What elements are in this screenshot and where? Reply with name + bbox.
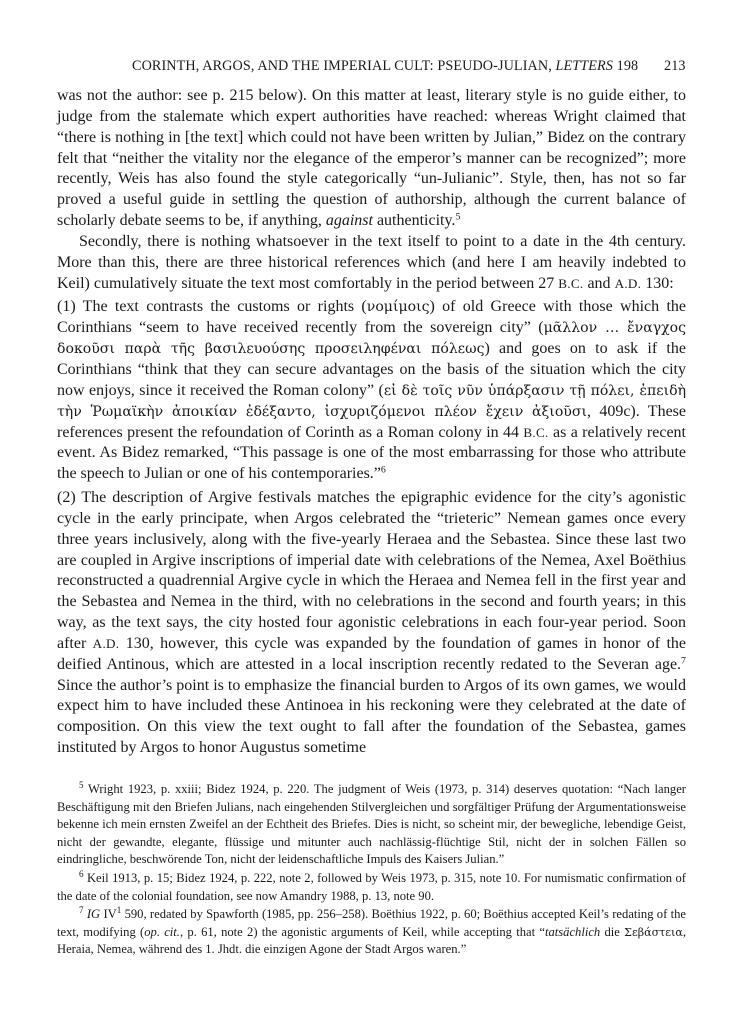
list-item-1: (1) The text contrasts the customs or rights (νομίμοις) of old Greece with those which the Corinthians “seem to have received recently from the sovereign city” (μᾶλλον … ἔναγχος δοκοῦσι παρὰ τῆς βασιλευούσης προσειληφέναι πόλεως) and goes on to ask if the Corinthians “think that they can secure advantages on the basis of the situation which the city now enjoys, since it received the Roman colony” (εἰ δὲ τοῖς νῦν ὑπάρξασιν τῇ πόλει, ἐπειδὴ τὴν Ῥωμαϊκὴν ἀποικίαν ἐδέξαντο, ἰσχυριζόμενοι πλέον ἔχειν ἀξιοῦσι, 409c). These references present the refoundation of Corinth as a Roman colony in 44 B.C. as a relatively recent event. As Bidez remarked, “This passage is one of the most embarrassing for those who attribute the speech to Julian or one of his contemporaries.”$^6$ — [57, 298, 687, 483]
paragraph-authorship: was not the author: see p. 215 below). On this matter at least, literary style is no guide either, to judge from the stalemate which expert authorities have reached: whereas Wright claimed that “there is nothing in [the text] which could not have been written by Julian,” Bidez on the contrary felt that “neither the vitality nor the elegance of the emperor’s manner can be recognized”; more recently, Weis has also found the style categorically “un-Julianic”. Style, then, has not so far proved a useful guide in settling the question of authorship, although the current balance of scholarly debate seems to be, if anything, against authenticity.$^5$ — [57, 87, 686, 230]
footnote-6: $^6$ Keil 1913, p. 15; Bidez 1924, p. 222, note 2, followed by Weis 1973, p. 315, note 10. For numismatic confirmation of the date of the colonial foundation, see now Amandry 1988, p. 13, note 90. — [57, 868, 686, 903]
paragraph-dating: Secondly, there is nothing whatsoever in the text itself to point to a date in the 4th century. More than this, there are three historical references which (and here I am heavily indebted to Keil) cumulatively situate the text most comfortably in the period between 27 B.C. and A.D. 130: — [57, 232, 686, 292]
footnote-7: $^7$ IG $IV^1$ 590, redated by Spawforth (1985, pp. 256–258). Boëthius 1922, p. 60; Boëthius accepted Keil’s redating of the text, modifying (op. cit., p. 61, note 2) the agonistic arguments of Keil, while accepting that “tatsächlich die Σεβάστεια, Heraia, Nemea, während des 1. Jhdt. die einzigen Agone der Stadt Argos waren.” — [57, 905, 686, 957]
footnote-mark: 7 — [79, 905, 84, 916]
page-number: 213 — [664, 58, 686, 74]
footnote-mark: 6 — [79, 868, 84, 879]
footnote-ref-7[interactable]: 7 — [681, 655, 686, 667]
main-text — [57, 86, 686, 759]
footnote-ref-6[interactable]: 6 — [380, 464, 386, 476]
footnote-ref-5[interactable]: 5 — [455, 211, 461, 223]
running-header — [0, 58, 740, 78]
greek-quote: εἰ δὲ τοῖς νῦν ὑπάρξασιν τῇ πόλει, ἐπειδὴ τὴν Ῥωμαϊκὴν ἀποικίαν ἐδέξαντο, ἰσχυριζόμενοι πλέον ἔχειν ἀξιοῦσι — [57, 382, 686, 420]
list-item-2: (2) The description of Argive festivals matches the epigraphic evidence for the city’s agonistic cycle in the early principate, when Argos celebrated the “trieteric” Nemean games once every three years inclusively, along with the five-yearly Heraea and the Sebastea. Since these last two are coupled in Argive inscriptions of imperial date with celebrations of the Nemea, Axel Boëthius reconstructed a quadrennial Argive cycle in which the Heraea and Nemea fell in the first year and the Sebastea and Nemea in the third, with no celebrations in the second and fourth years; in this way, as the text says, the city hosted four agonistic celebrations in each four-year period. Soon after A.D. 130, however, this cycle was expanded by the foundation of games in honor of the deified Antinous, which are attested in a local inscription recently redated to the Severan age.$^7$ Since the author’s point is to emphasize the financial burden to Argos of its own games, we would expect him to have included these Antinoea in his reckoning were they celebrated at the date of composition. On this view the text ought to fall after the foundation of the Sebastea, games instituted by Argos to honor Augustus sometime — [57, 489, 686, 757]
greek-quote: μᾶλλον … ἔναγχος δοκοῦσι παρὰ τῆς βασιλευούσης προσειληφέναι πόλεως — [57, 320, 687, 358]
greek-quote: νομίμοις — [366, 299, 430, 316]
footnotes — [57, 781, 686, 959]
footnote-mark: 5 — [79, 780, 84, 791]
running-title: CORINTH, ARGOS, AND THE IMPERIAL CULT: PSEUDO-JULIAN, LETTERS 198 — [132, 58, 639, 74]
footnote-5: $^5$ Wright 1923, p. xxiii; Bidez 1924, p. 220. The judgment of Weis (1973, p. 314) deserves quotation: “Nach langer Beschäftigung mit den Briefen Julians, nach eingehenden Stilvergleichen und sorgfältiger Prüfung der Argumentationsweise bekenne ich mein ernsten Zweifel an der Echtheit des Briefes. Dies is nicht, so scheint mir, der bewegliche, lebendige Geist, nicht der gewandte, elegante, flüssige und mitunter auch nachlässig-flüchtige Stil, nicht der in solchen Fällen so eindringliche, beschwörende Ton, nicht der leidenschaftliche Impuls des Kaisers Julian.” — [57, 780, 686, 867]
